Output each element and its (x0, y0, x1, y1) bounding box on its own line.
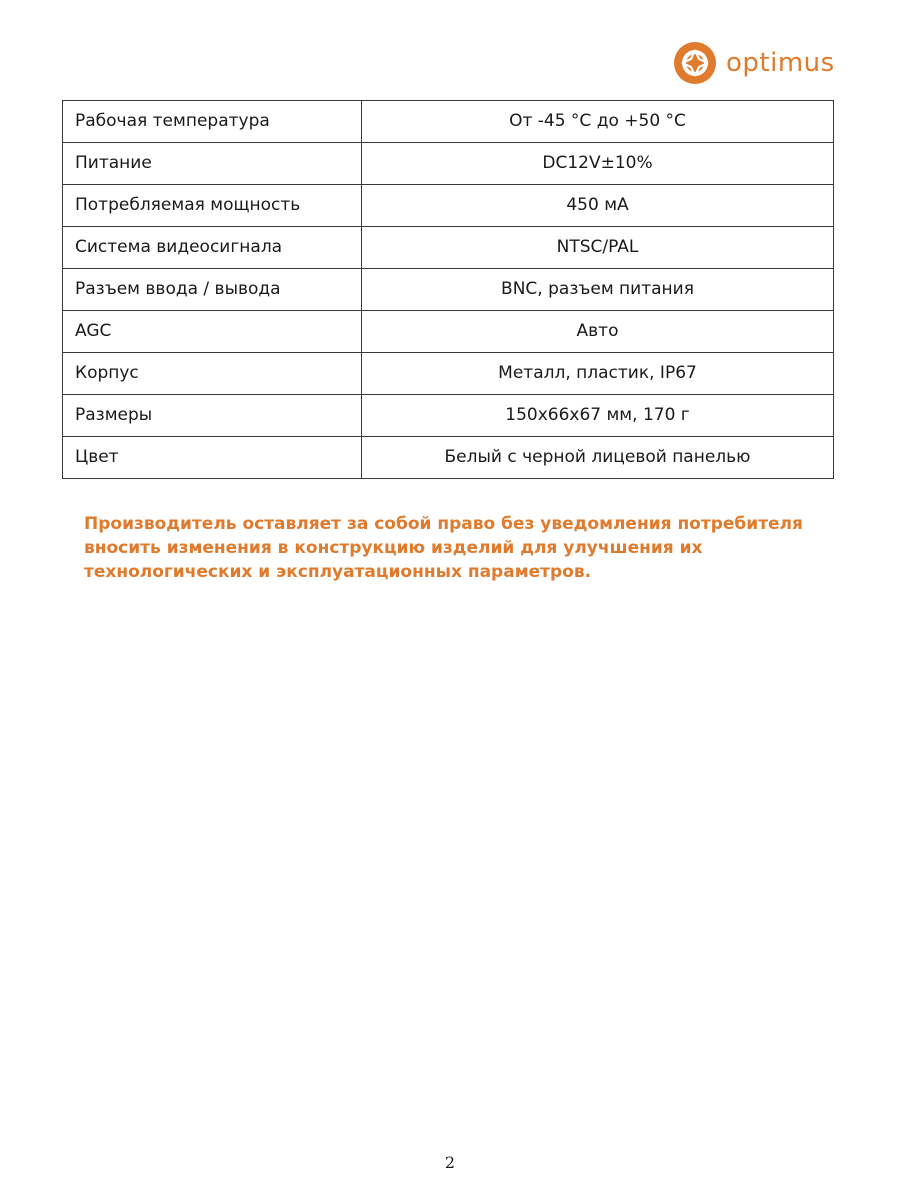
spec-value: BNC, разъем питания (362, 269, 834, 311)
spec-parameter: Корпус (63, 353, 362, 395)
spec-parameter: Система видеосигнала (63, 227, 362, 269)
optimus-aperture-logo-icon (672, 40, 718, 86)
spec-value: Металл, пластик, IP67 (362, 353, 834, 395)
table-row (63, 185, 834, 227)
table-row (63, 311, 834, 353)
page-number: 2 (444, 1153, 456, 1172)
spec-value: 150х66х67 мм, 170 г (362, 395, 834, 437)
spec-value: От -45 °C до +50 °C (362, 101, 834, 143)
table-row (63, 395, 834, 437)
table-row (63, 143, 834, 185)
spec-value: DC12V±10% (362, 143, 834, 185)
specifications-table-body (63, 101, 834, 479)
table-row (63, 101, 834, 143)
manufacturer-notice: Производитель оставляет за собой право без уведомления потребителя вносить изменения в конструкцию изделий для улучшения их технологических и эксплуатационных параметров. (84, 514, 803, 582)
spec-value: Авто (362, 311, 834, 353)
table-row (63, 269, 834, 311)
spec-parameter: Питание (63, 143, 362, 185)
table-row (63, 353, 834, 395)
spec-parameter: Рабочая температура (63, 101, 362, 143)
spec-value: NTSC/PAL (362, 227, 834, 269)
spec-parameter: AGC (63, 311, 362, 353)
spec-parameter: Цвет (63, 437, 362, 479)
specifications-table (62, 100, 834, 479)
brand-logo (672, 40, 835, 86)
spec-parameter: Разъем ввода / вывода (63, 269, 362, 311)
spec-parameter: Потребляемая мощность (63, 185, 362, 227)
table-row (63, 227, 834, 269)
spec-value: Белый с черной лицевой панелью (362, 437, 834, 479)
table-row (63, 437, 834, 479)
spec-value: 450 мА (362, 185, 834, 227)
logo-wordmark: optimus (726, 48, 835, 78)
spec-parameter: Размеры (63, 395, 362, 437)
